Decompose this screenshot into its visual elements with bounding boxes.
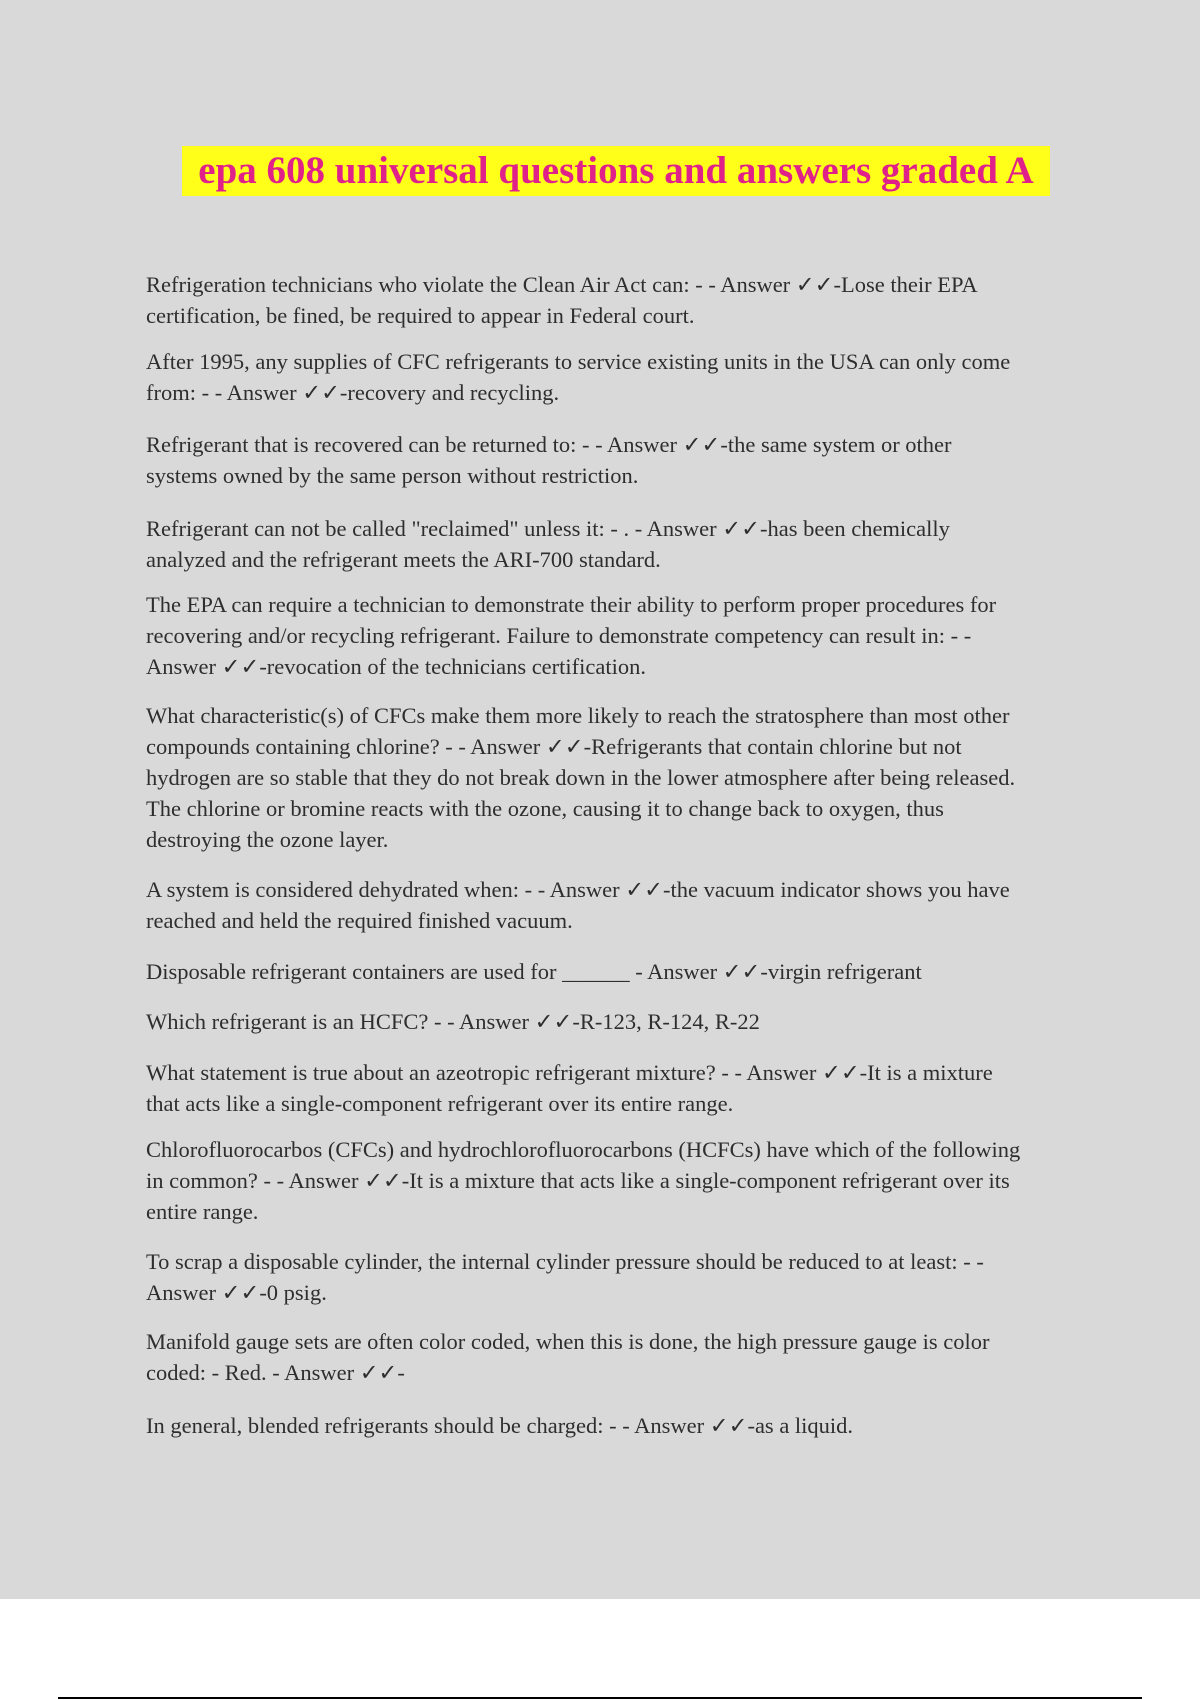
qa-line: Refrigerant that is recovered can be returned to: - - Answer ✓✓-the same system or other (146, 432, 952, 457)
qa-line: After 1995, any supplies of CFC refrigerants to service existing units in the USA can only come (146, 349, 1011, 374)
qa-item (146, 1246, 984, 1308)
qa-line: that acts like a single-component refrigerant over its entire range. (146, 1091, 734, 1116)
qa-item (146, 956, 922, 987)
qa-line: certification, be fined, be required to appear in Federal court. (146, 303, 695, 328)
qa-line: In general, blended refrigerants should be charged: - - Answer ✓✓-as a liquid. (146, 1413, 854, 1438)
qa-line: To scrap a disposable cylinder, the internal cylinder pressure should be reduced to at least: - - (146, 1249, 984, 1274)
qa-item (146, 874, 1010, 936)
qa-line: recovering and/or recycling refrigerant. Failure to demonstrate competency can result in: - - (146, 623, 972, 648)
qa-line: The EPA can require a technician to demonstrate their ability to perform proper procedures for (146, 592, 997, 617)
qa-item (146, 1326, 990, 1388)
qa-line: from: - - Answer ✓✓-recovery and recycling. (146, 380, 560, 405)
qa-line: Answer ✓✓-revocation of the technicians certification. (146, 654, 647, 679)
qa-line: entire range. (146, 1199, 259, 1224)
qa-line: Refrigeration technicians who violate the Clean Air Act can: - - Answer ✓✓-Lose their EPA (146, 272, 978, 297)
qa-line: reached and held the required finished vacuum. (146, 908, 573, 933)
qa-line: systems owned by the same person without restriction. (146, 463, 639, 488)
document-title: epa 608 universal questions and answers graded A (182, 146, 1050, 196)
qa-item (146, 346, 1010, 408)
qa-item (146, 700, 1015, 855)
qa-line: hydrogen are so stable that they do not break down in the lower atmosphere after being released. (146, 765, 1016, 790)
qa-item (146, 1410, 853, 1441)
qa-line: destroying the ozone layer. (146, 827, 389, 852)
qa-item (146, 1006, 760, 1037)
qa-line: Which refrigerant is an HCFC? - - Answer ✓✓-R-123, R-124, R-22 (146, 1009, 760, 1034)
qa-line: Manifold gauge sets are often color coded, when this is done, the high pressure gauge is color (146, 1329, 990, 1354)
qa-item (146, 589, 996, 682)
qa-item (146, 1134, 1020, 1227)
qa-line: compounds containing chlorine? - - Answer ✓✓-Refrigerants that contain chlorine but not (146, 734, 962, 759)
qa-line: Answer ✓✓-0 psig. (146, 1280, 327, 1305)
qa-line: analyzed and the refrigerant meets the ARI-700 standard. (146, 547, 661, 572)
qa-line: A system is considered dehydrated when: - - Answer ✓✓-the vacuum indicator shows you have (146, 877, 1010, 902)
qa-item (146, 269, 978, 331)
qa-line: What characteristic(s) of CFCs make them more likely to reach the stratosphere than most other (146, 703, 1010, 728)
qa-line: What statement is true about an azeotropic refrigerant mixture? - - Answer ✓✓-It is a mixture (146, 1060, 993, 1085)
qa-line: Chlorofluorocarbos (CFCs) and hydrochlorofluorocarbons (HCFCs) have which of the following (146, 1137, 1021, 1162)
qa-line: coded: - Red. - Answer ✓✓- (146, 1360, 405, 1385)
qa-line: Refrigerant can not be called "reclaimed" unless it: - . - Answer ✓✓-has been chemically (146, 516, 950, 541)
footer-rule (58, 1697, 1142, 1699)
qa-item (146, 1057, 993, 1119)
qa-line: Disposable refrigerant containers are used for ______ - Answer ✓✓-virgin refrigerant (146, 959, 922, 984)
qa-line: The chlorine or bromine reacts with the ozone, causing it to change back to oxygen, thus (146, 796, 944, 821)
qa-line: in common? - - Answer ✓✓-It is a mixture that acts like a single-component refrigerant over its (146, 1168, 1010, 1193)
qa-item (146, 429, 952, 491)
qa-item (146, 513, 950, 575)
